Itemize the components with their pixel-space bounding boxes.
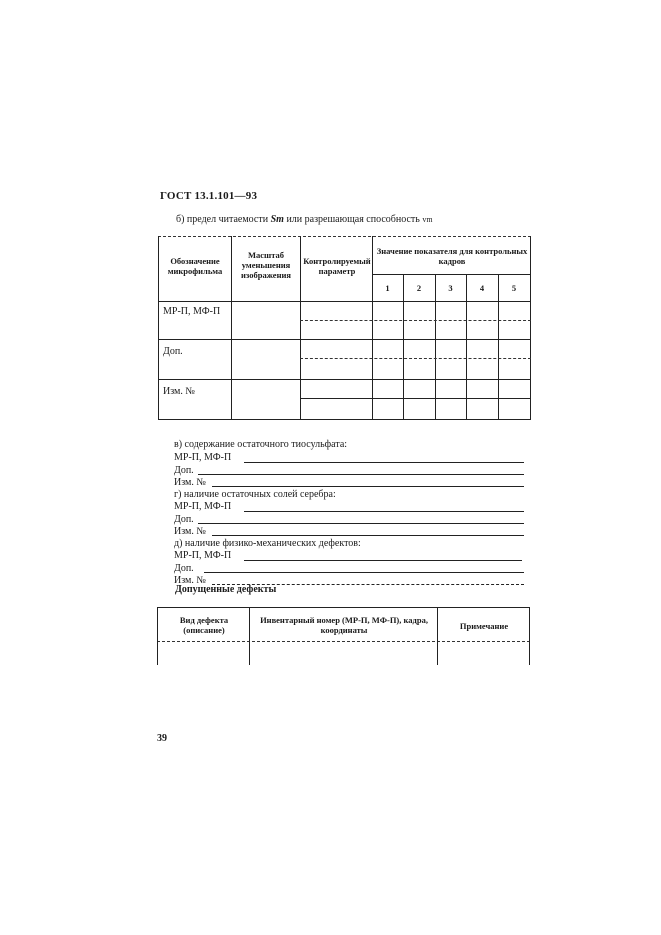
header-scale: Масштаб уменьшения изображения <box>241 250 291 280</box>
t2-col-divider-2 <box>437 607 438 665</box>
row-label-dop: Доп. <box>163 346 183 357</box>
header-values: Значение показателя для контрольных кадров <box>376 246 528 266</box>
row-separator-2 <box>158 379 531 380</box>
form-c-title: в) содержание остаточного тиосульфата: <box>174 439 348 450</box>
col-divider-1 <box>231 236 232 419</box>
subrow-line-1 <box>300 320 531 321</box>
form-c-izm-line[interactable] <box>212 486 524 487</box>
table-left-border <box>158 236 159 419</box>
defects-table <box>157 607 530 665</box>
header-bottom-line <box>158 301 531 302</box>
form-c-dop-line[interactable] <box>198 474 524 475</box>
t2-header-type: Вид дефекта (описание) <box>179 615 229 635</box>
t2-top-border <box>157 607 530 608</box>
table-right-border <box>530 236 531 420</box>
table-bottom-border <box>158 419 531 420</box>
frame-5: 5 <box>511 283 517 293</box>
frame-3: 3 <box>448 283 453 293</box>
document-header: ГОСТ 13.1.101—93 <box>160 190 258 202</box>
form-c-mr-label: МР-П, МФ-П <box>174 452 232 463</box>
form-g-title: г) наличие остаточных солей серебра: <box>174 489 336 500</box>
subrow-line-3 <box>300 398 531 399</box>
form-d-title: д) наличие физико-механических дефектов: <box>174 538 361 549</box>
frame-4: 4 <box>479 283 485 293</box>
symbol-s: Sm <box>270 214 284 225</box>
form-d-mr-line[interactable] <box>244 560 522 561</box>
frame-2: 2 <box>416 283 422 293</box>
symbol-v: vm <box>422 215 433 224</box>
header-designation: Обозначение микрофильма <box>167 256 223 276</box>
form-g-mr-label: МР-П, МФ-П <box>174 501 232 512</box>
col-divider-3 <box>372 236 373 419</box>
section-b-label: б) предел читаемости <box>176 214 269 225</box>
table-top-border <box>158 236 531 237</box>
row-separator-1 <box>158 339 531 340</box>
section-b-connector: или разрешающая способность <box>286 214 420 225</box>
form-g-izm-label: Изм. № <box>174 526 206 537</box>
form-d-dop-line[interactable] <box>204 572 524 573</box>
t2-header-inventory: Инвентарный номер (МР-П, МФ-П), кадра, координаты <box>260 615 428 635</box>
values-subheader-line <box>372 274 531 275</box>
form-g-izm-line[interactable] <box>212 535 524 536</box>
readability-table <box>158 236 531 419</box>
form-c-izm-label: Изм. № <box>174 477 206 488</box>
t2-header-note: Примечание <box>459 621 509 631</box>
form-c-dop-label: Доп. <box>174 465 194 476</box>
subrow-line-2 <box>300 358 531 359</box>
form-d-mr-label: МР-П, МФ-П <box>174 550 232 561</box>
header-param: Контролируемый параметр <box>303 256 371 276</box>
defects-heading: Допущенные дефекты <box>175 584 277 595</box>
page-number: 39 <box>157 733 167 744</box>
t2-right-border <box>529 607 530 665</box>
frame-1: 1 <box>385 283 390 293</box>
form-g-mr-line[interactable] <box>244 511 524 512</box>
form-g-dop-label: Доп. <box>174 514 194 525</box>
form-d-dop-label: Доп. <box>174 563 194 574</box>
row-label-izm: Изм. № <box>163 386 195 397</box>
col-divider-2 <box>300 236 301 419</box>
row-label-mr: МР-П, МФ-П <box>163 306 221 317</box>
t2-col-divider-1 <box>249 607 250 665</box>
form-c-mr-line[interactable] <box>244 462 524 463</box>
t2-left-border <box>157 607 158 665</box>
form-d-izm-label: Изм. № <box>174 575 206 586</box>
form-g-dop-line[interactable] <box>198 523 524 524</box>
t2-header-line <box>157 641 530 642</box>
section-b-heading <box>176 214 433 225</box>
